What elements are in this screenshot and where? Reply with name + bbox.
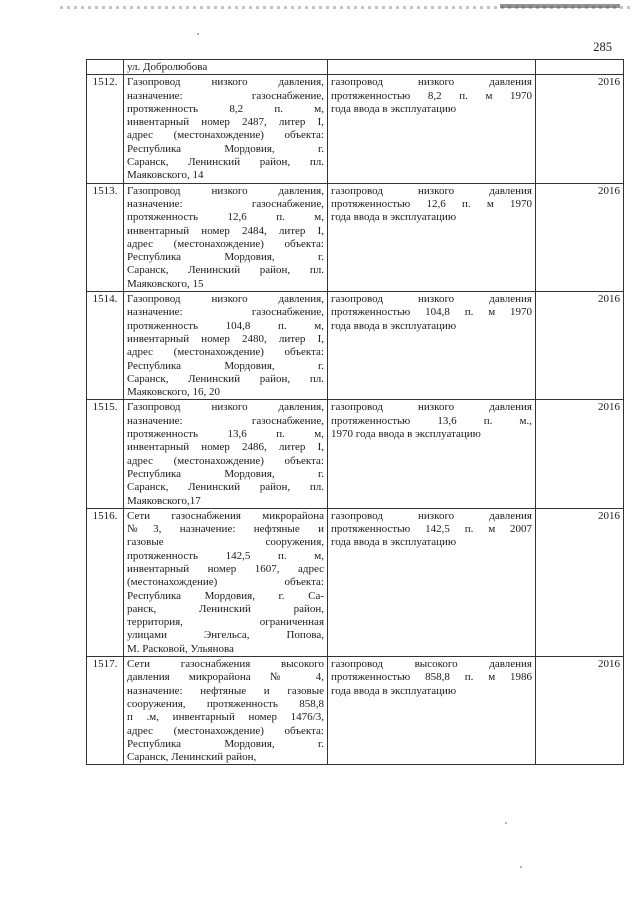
object-description-line: назначение: газоснабжение, [127,306,324,319]
object-description-line: адрес (местонахождение) объекта: [127,724,324,737]
object-description-line: протяженность 142,5 п. м, [127,549,324,562]
object-characteristics-line: года ввода в эксплуатацию [331,684,457,697]
table-row [87,508,624,656]
object-description-line: адрес (местонахождение) объекта: [127,346,324,359]
object-description-cell [124,292,328,400]
object-description-line: протяженность 104,8 п. м, [127,319,324,332]
object-description-line: назначение: газоснабжение, [127,197,324,210]
object-characteristics-cell [328,183,536,291]
object-description-line: адрес (местонахождение) объекта: [127,129,324,142]
table-row [87,183,624,291]
street-row-number-cell [87,60,124,75]
scan-speck [197,33,199,35]
year-cell: 2016 [536,183,624,291]
object-description-cell [124,75,328,183]
object-description-line: ранск, Ленинский район, [127,602,324,615]
row-number: 1512. [87,75,124,183]
street-row-year-cell [536,60,624,75]
object-description-line: Маяковского, 15 [127,277,204,290]
scan-speck [520,866,522,868]
object-characteristics-line: газопровод низкого давления [331,293,532,306]
object-description-line: Республика Мордовия, г. Са- [127,589,324,602]
table-row [87,292,624,400]
object-characteristics-cell [328,657,536,765]
object-description-line: Саранск, Ленинский район, [127,751,257,764]
object-description-line: территория, ограниченная [127,616,324,629]
year-cell: 2016 [536,292,624,400]
object-characteristics-line: газопровод высокого давления [331,658,532,671]
page-number: 285 [593,40,612,54]
object-description-line: Саранск, Ленинский район, пл. [127,481,324,494]
object-description-line: назначение: нефтяные и газовые [127,684,324,697]
object-description-line: Маяковского, 14 [127,169,204,182]
object-description-cell [124,657,328,765]
scan-speck [505,822,507,824]
object-description-line: адрес (местонахождение) объекта: [127,237,324,250]
object-characteristics-line: 1970 года ввода в эксплуатацию [331,428,481,441]
object-description-line: Республика Мордовия, г. [127,467,324,480]
row-number: 1515. [87,400,124,508]
object-characteristics-line: протяженностью 104,8 п. м 1970 [331,306,532,319]
object-description-line: давления микрорайона № 4, [127,671,324,684]
object-characteristics-line: протяженностью 12,6 п. м 1970 [331,197,532,210]
year-cell: 2016 [536,400,624,508]
table-row [87,657,624,765]
register-table-body [87,60,624,765]
object-description-line: Газопровод низкого давления, [127,76,324,89]
object-description-cell [124,400,328,508]
object-description-line: Республика Мордовия, г. [127,142,324,155]
object-characteristics-line: протяженностью 858,8 п. м 1986 [331,671,532,684]
object-description-line: протяженность 12,6 п. м, [127,211,324,224]
object-characteristics-line: года ввода в эксплуатацию [331,319,457,332]
object-characteristics-line: года ввода в эксплуатацию [331,536,457,549]
object-characteristics-line: газопровод низкого давления [331,76,532,89]
street-heading-row [87,60,624,75]
object-description-line: Газопровод низкого давления, [127,184,324,197]
object-description-line: протяженность 13,6 п. м, [127,428,324,441]
row-number: 1516. [87,508,124,656]
object-description-cell [124,508,328,656]
object-description-line: инвентарный номер 2480, литер I, [127,332,324,345]
object-description-line: Саранск, Ленинский район, пл. [127,372,324,385]
object-description-line: Республика Мордовия, г. [127,359,324,372]
street-row-note-cell [328,60,536,75]
object-description-line: №3, назначение: нефтяные и [127,523,324,536]
scan-artifact-top-right [500,4,620,8]
object-description-line: назначение: газоснабжение, [127,89,324,102]
object-description-line: инвентарный номер 2486, литер I, [127,441,324,454]
object-description-line: инвентарный номер 2484, литер I, [127,224,324,237]
row-number: 1513. [87,183,124,291]
object-description-line: Республика Мордовия, г. [127,251,324,264]
object-characteristics-cell [328,292,536,400]
object-description-line: инвентарный номер 1607, адрес [127,562,324,575]
object-description-line: сооружения, протяженность 858,8 [127,697,324,710]
object-characteristics-cell [328,508,536,656]
table-row [87,400,624,508]
object-description-line: Маяковского,17 [127,494,201,507]
object-characteristics-line: газопровод низкого давления [331,401,532,414]
object-description-cell [124,183,328,291]
object-description-line: протяженность 8,2 п. м, [127,102,324,115]
object-description-line: Республика Мордовия, г. [127,737,324,750]
object-characteristics-line: протяженностью 13,6 п. м., [331,414,532,427]
object-description-line: Маяковского, 16, 20 [127,386,221,399]
object-description-line: п .м, инвентарный номер 1476/3, [127,711,324,724]
object-characteristics-line: газопровод низкого давления [331,509,532,522]
table-row [87,75,624,183]
object-description-line: Сети газоснабжения высокого [127,658,324,671]
object-characteristics-line: протяженностью 142,5 п. м 2007 [331,523,532,536]
object-characteristics-line: газопровод низкого давления [331,184,532,197]
year-cell: 2016 [536,75,624,183]
object-description-line: Газопровод низкого давления, [127,401,324,414]
object-description-line: Газопровод низкого давления, [127,293,324,306]
row-number: 1517. [87,657,124,765]
object-characteristics-line: протяженностью 8,2 п. м 1970 [331,89,532,102]
object-description-line: газовые сооружения, [127,536,324,549]
object-description-line: улицами Энгельса, Попова, [127,629,324,642]
row-number: 1514. [87,292,124,400]
object-description-line: инвентарный номер 2487, литер I, [127,116,324,129]
street-name-cell: ул. Добролюбова [124,60,328,75]
object-characteristics-cell [328,400,536,508]
object-characteristics-cell [328,75,536,183]
object-description-line: адрес (местонахождение) объекта: [127,454,324,467]
object-characteristics-line: года ввода в эксплуатацию [331,211,457,224]
object-description-line: назначение: газоснабжение, [127,414,324,427]
object-description-line: (местонахождение) объекта: [127,576,324,589]
object-description-line: Саранск, Ленинский район, пл. [127,264,324,277]
object-description-line: Сети газоснабжения микрорайона [127,509,324,522]
object-description-line: М. Расковой, Ульянова [127,642,234,655]
object-characteristics-line: года ввода в эксплуатацию [331,102,457,115]
year-cell: 2016 [536,508,624,656]
object-description-line: Саранск, Ленинский район, пл. [127,156,324,169]
year-cell: 2016 [536,657,624,765]
property-register-table [86,59,624,765]
